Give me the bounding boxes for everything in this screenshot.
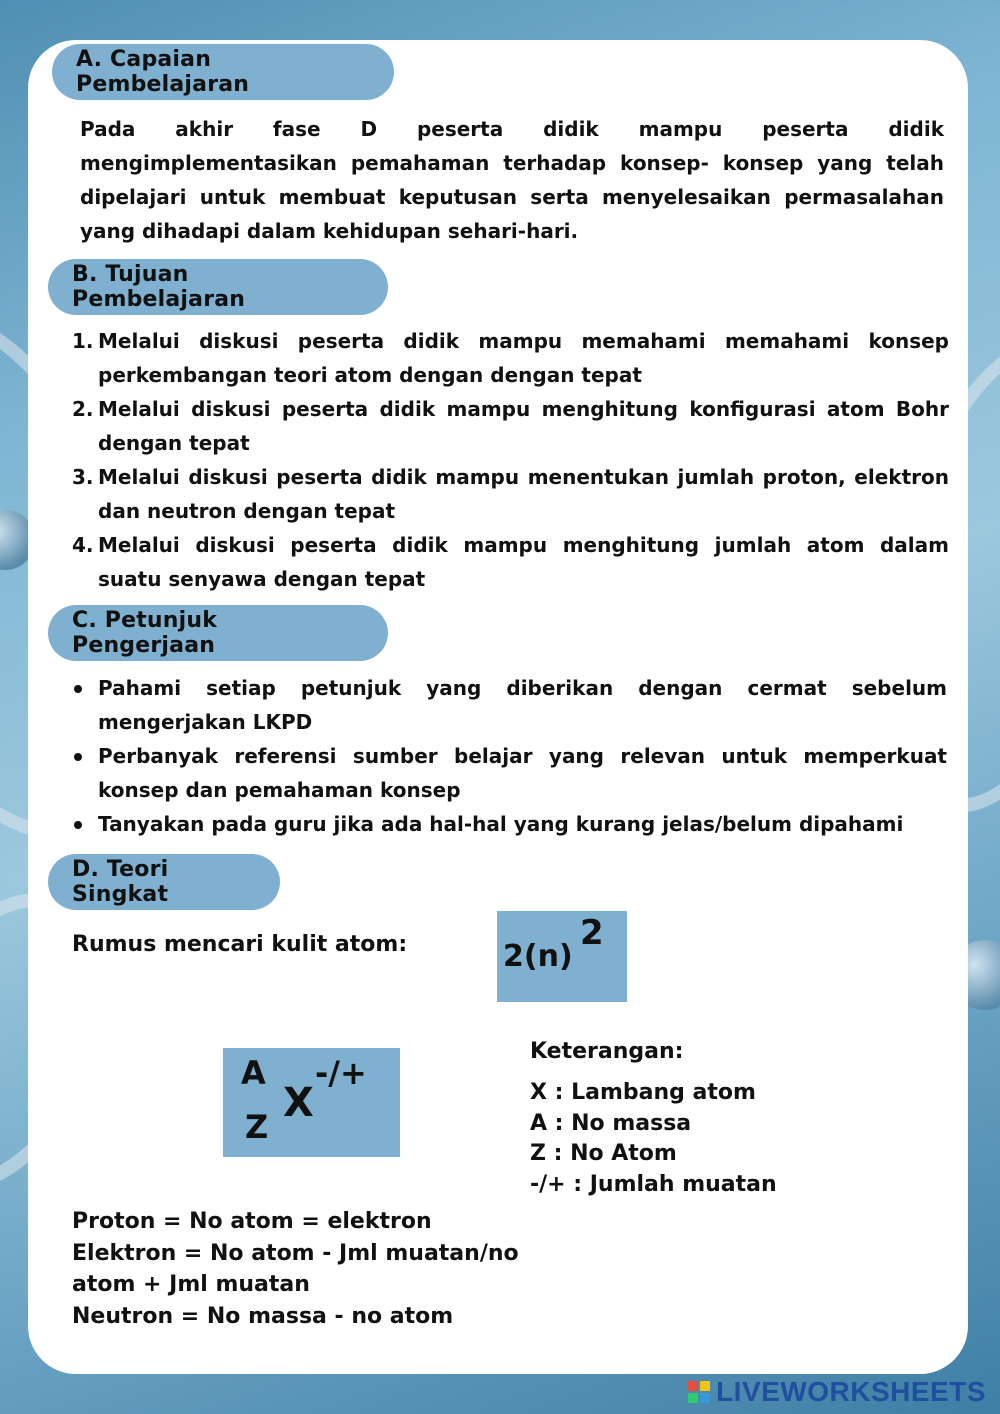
objective-item — [72, 528, 949, 596]
equation-line: atom + Jml muatan — [72, 1272, 310, 1297]
objective-text: Melalui diskusi peserta didik mampu menghitung jumlah atom dalam suatu senyawa dengan tepat — [98, 533, 949, 591]
keterangan-item: A : No massa — [530, 1110, 692, 1136]
instruction-text: Tanyakan pada guru jika ada hal-hal yang kurang jelas/belum dipahami — [98, 812, 904, 836]
keterangan-item: X : Lambang atom — [530, 1080, 756, 1105]
instruction-item — [98, 807, 947, 841]
objective-text: Melalui diskusi peserta didik mampu menentukan jumlah proton, elektron dan neutron dengan tepat — [98, 465, 949, 523]
instructions-list — [98, 671, 947, 841]
element-symbol: X — [283, 1080, 314, 1126]
section-a-text: Pada akhir fase D peserta didik mampu peserta didik mengimplementasikan pemahaman terhadap konsep- konsep yang telah dipelajari untuk membuat keputusan serta menyelesaikan permasalahan yang dihadapi dalam kehidupan sehari-hari. — [80, 117, 944, 243]
objective-number: 1. — [72, 329, 94, 353]
section-d-header — [48, 854, 280, 910]
instruction-item — [98, 739, 947, 807]
shell-formula-label: Rumus mencari kulit atom: — [72, 932, 408, 957]
keterangan-list — [530, 1078, 777, 1200]
section-b-header — [48, 259, 388, 315]
bullet-icon — [74, 753, 82, 761]
objective-item — [72, 324, 949, 392]
shell-formula-box — [497, 911, 627, 1002]
keterangan-item: Z : No Atom — [530, 1141, 677, 1166]
section-b-title: B. Tujuan Pembelajaran — [72, 262, 246, 312]
mass-number-symbol: A — [241, 1054, 266, 1092]
objectives-list — [72, 324, 949, 596]
bullet-icon — [74, 685, 82, 693]
section-a-header — [52, 44, 394, 100]
objective-text: Melalui diskusi peserta didik mampu memahami memahami konsep perkembangan teori atom dengan dengan tepat — [98, 329, 949, 387]
equation-line: Neutron = No massa - no atom — [72, 1303, 454, 1329]
instruction-item — [98, 671, 947, 739]
logo-icon — [688, 1381, 710, 1403]
objective-item — [72, 392, 949, 460]
section-c-header — [48, 605, 388, 661]
instruction-text: Perbanyak referensi sumber belajar yang relevan untuk memperkuat konsep dan pemahaman konsep — [98, 744, 947, 802]
objective-number: 2. — [72, 397, 94, 421]
equation-line: Elektron = No atom - Jml muatan/no — [72, 1240, 519, 1266]
shell-formula-base: 2(n) — [503, 939, 573, 974]
section-a-title: A. Capaian Pembelajaran — [76, 47, 250, 97]
atomic-number-symbol: Z — [245, 1108, 269, 1146]
bullet-icon — [74, 821, 82, 829]
objective-text: Melalui diskusi peserta didik mampu menghitung konfigurasi atom Bohr dengan tepat — [98, 397, 949, 455]
worksheet-card — [28, 40, 968, 1374]
objective-number: 4. — [72, 533, 94, 557]
liveworksheets-logo — [688, 1376, 986, 1408]
brand-name: LIVEWORKSHEETS — [716, 1376, 986, 1407]
section-c-title: C. Petunjuk Pengerjaan — [72, 608, 218, 658]
keterangan-item: -/+ : Jumlah muatan — [530, 1171, 777, 1197]
section-d-title: D. Teori Singkat — [72, 857, 169, 907]
equations-block — [72, 1206, 519, 1332]
keterangan-title: Keterangan: — [530, 1039, 684, 1064]
charge-symbol: -/+ — [315, 1054, 367, 1092]
instruction-text: Pahami setiap petunjuk yang diberikan dengan cermat sebelum mengerjakan LKPD — [98, 676, 947, 734]
shell-formula-exponent: 2 — [580, 913, 604, 953]
equation-line: Proton = No atom = elektron — [72, 1209, 432, 1234]
objective-number: 3. — [72, 465, 94, 489]
atom-notation-box — [223, 1048, 400, 1157]
objective-item — [72, 460, 949, 528]
